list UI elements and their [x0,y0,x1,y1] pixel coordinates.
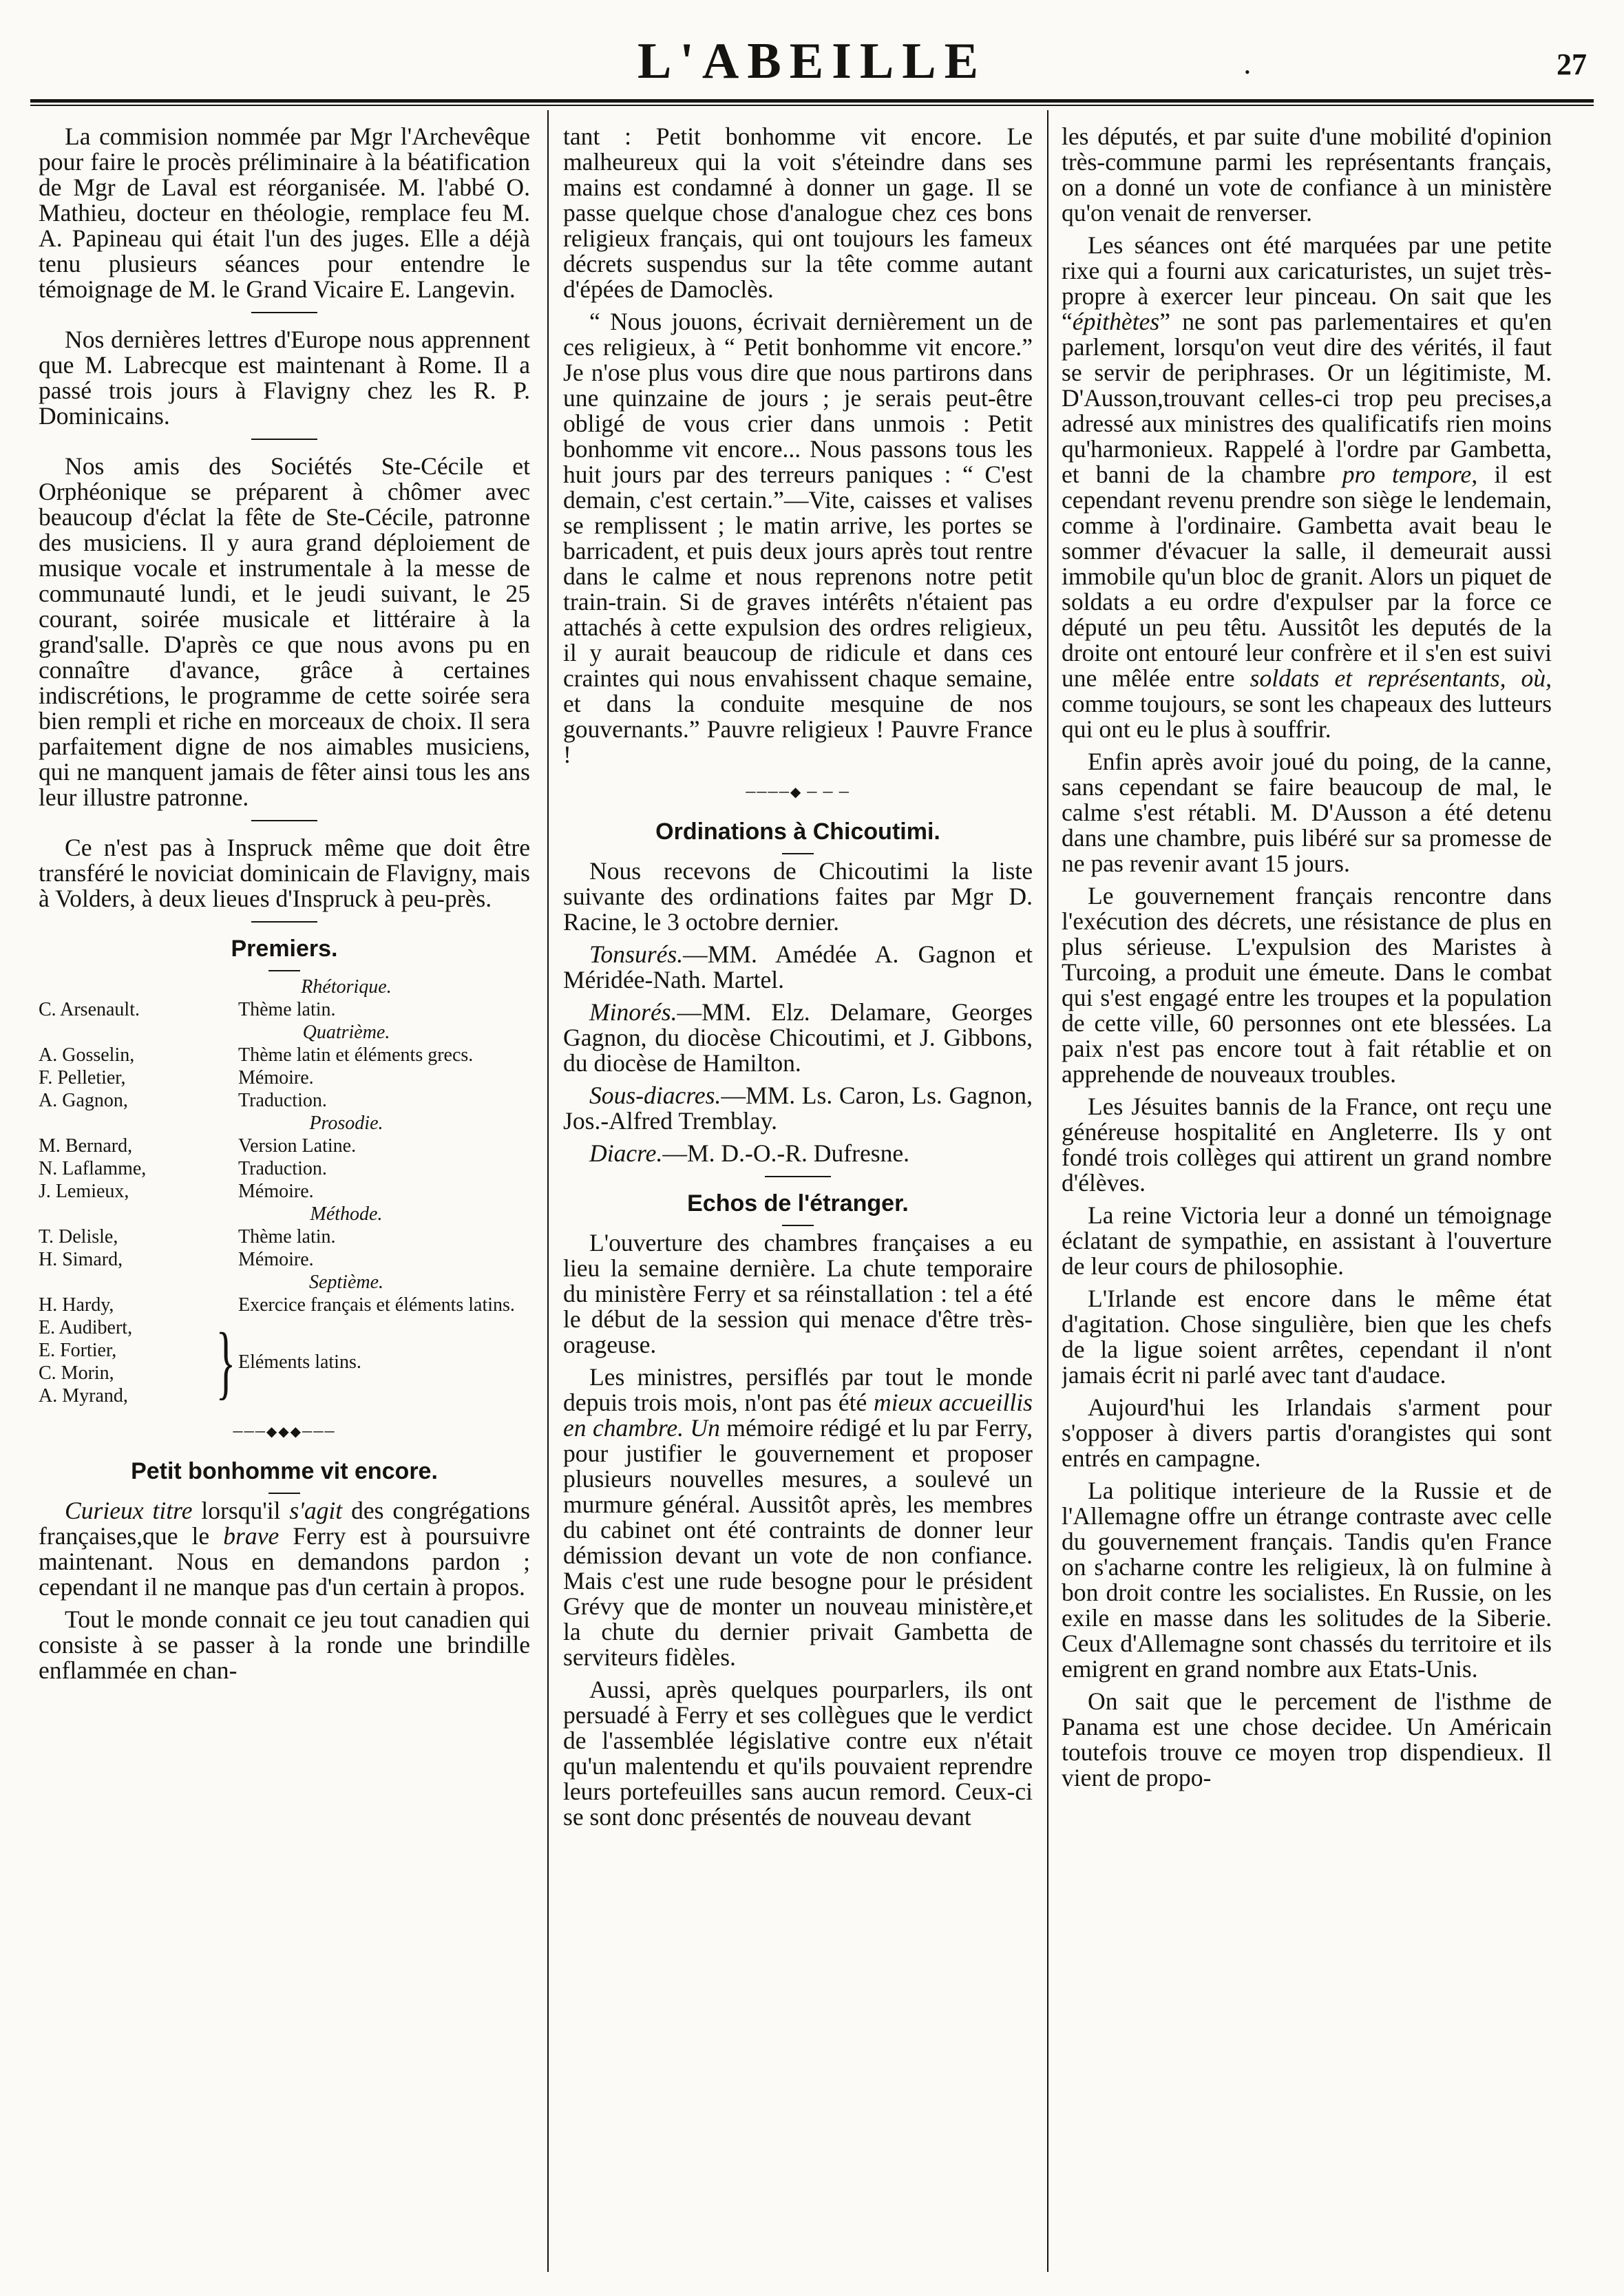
paragraph: L'Irlande est encore dans le même état d'agitation. Chose singulière, bien que les chefs de la ligue soient arrêtes, cependant il n'ont jamais écrit ni parlé avec tant d'audace. [1062,1285,1552,1389]
section-heading-echos: Echos de l'étranger. [687,1190,909,1217]
paragraph: Nos amis des Sociétés Ste-Cécile et Orphéonique se préparent à chômer avec beaucoup d'éclat la fête de Ste-Cécile, patronne des musiciens. Il y aura grand déploiement de musique vocale et instrumentale à la messe de communauté lundi, et le jeudi suivant, le 25 courant, soirée musicale et littéraire à la grand'salle. D'après ce que nous avons pu en connaître d'avance, grâce à certaines indiscrétions, le programme de cette soirée sera bien rempli et riche en morceaux de choix. Il sera parfaitement digne de nos aimables musiciens, qui ne manquent jamais de fêter ainsi tous les ans leur illustre patronne. [39,452,530,811]
paragraph: Aussi, après quelques pourparlers, ils ont persuadé à Ferry et ses collègues que le verdict de l'assemblée législative contre eux n'était qu'un malentendu et qu'ils pouvaient reprendre leurs portefeuilles sans aucun remord. Ceux-ci se sont donc présentés de nouveau devant [563,1676,1033,1831]
text: des congrégations françaises,que le [39,1497,530,1550]
ordination-label: Diacre. [589,1139,663,1167]
header-rule-thick [30,99,1594,103]
list-item [39,1180,530,1203]
ordination-names: —M. D.-O.-R. Dufresne. [662,1139,910,1167]
short-rule [782,1225,814,1226]
list-item [39,1248,530,1271]
text: mémoire rédigé et lu par Ferry, pour justifier le gouvernement et proposer plusieurs nouvelles mesures, a soulevé un murmure général. Aussitôt après, les membres du cabinet ont été contraints de donner leur démission devant un vote de non confiance. Mais c'est une rude besogne pour le président Grévy que de monter un nouveau ministère,et la chute du dernier privait Gambetta de serviteurs fidèles. [563,1414,1033,1671]
text: ” ne sont pas parlementaires et qu'en parlement, lorsqu'on veut dire des vérités, il faut se servir de periphrases. Or un légitimiste, M. D'Ausson,trouvant celles-ci trop peu precises,a adressé aux ministres des qualificatifs rien moins qu'harmonieux. Rappelé à l'ordre par Gambetta, et banni de la chambre [1062,308,1552,488]
ordination-names: —MM. Amédée A. Gagnon et Méridée-Nath. Martel. [563,940,1033,993]
subject: Traduction. [238,1158,327,1179]
italic-text: Curieux titre [65,1497,193,1524]
short-rule [782,853,814,854]
class-name: Méthode. [310,1203,383,1225]
list-item [39,998,530,1021]
paragraph: “ Nous jouons, écrivait dernièrement un de ces religieux, à “ Petit bonhomme vit encore.” Je n'ose plus vous dire que nous partirons dans une quinzaine de jours ; je serais peut-être obligé de vous crier dans unmois : Petit bonhomme vit encore... Nous passons tous les huit jours par des terreurs paniques : “ C'est demain, c'est certain.”—Vite, caisses et valises se remplissent ; le matin arrive, les portes se barricadent, et puis deux jours après tout rentre dans le calme et nous reprenons notre petit train-train. Si de graves intérêts n'étaient pas attachés à cette expulsion des ordres religieux, il y aurait beaucoup de ridicule et dans ces craintes qui nous envahissent chaque semaine, et dans la conduite mesquine de nos gouvernants.” Pauvre religieux ! Pauvre France ! [563,308,1033,768]
separator [251,312,317,313]
masthead-dot: • [1245,63,1250,81]
italic-text: mieux accueillis en chambre. Un [563,1389,1033,1442]
italic-text: s'agit [289,1497,343,1524]
subject: Thème latin et éléments grecs. [238,1044,474,1066]
text: Les ministres, persiflés par tout le monde depuis trois mois, n'ont pas été [563,1363,1033,1416]
paragraph: Le gouvernement français rencontre dans l'exécution des décrets, une résistance de plus en plus sérieuse. L'expulsion des Maristes à Turcoing, a produit une émeute. Dans le combat qui s'est engagé entre les troupes et la population de cette ville, 60 personnes ont ete blessées. La paix n'est pas encore tout à fait rétablie et on apprehende de nouveaux troubles. [1062,882,1552,1088]
section-heading-ordinations: Ordinations à Chicoutimi. [655,819,940,845]
paragraph: La politique interieure de la Russie et de l'Allemagne offre un étrange contraste avec celle du gouvernement français. Tandis qu'en France on s'acharne contre les religieux, là on fulmine à bon droit contre les socialistes. En Russie, on les exile en masse dans les solitudes de la Siberie. Ceux d'Allemagne sont chassés du territoire et ils emigrent en grand nombre aux Etats-Unis. [1062,1477,1552,1683]
paragraph: Ce n'est pas à Inspruck même que doit être transféré le noviciat dominicain de Flavigny, mais à Volders, à deux lieues d'Inspruck à peu-près. [39,834,530,912]
column-divider [1047,110,1048,2272]
paragraph: Les Jésuites bannis de la France, ont reçu une généreuse hospitalité en Angleterre. Ils y ont fondé trois collèges qui attirent un grand nombre d'élèves. [1062,1093,1552,1197]
paragraph: Nous recevons de Chicoutimi la liste suivante des ordinations faites par Mgr D. Racine, le 3 octobre dernier. [563,857,1033,936]
separator [251,439,317,440]
text: Ferry est à poursuivre maintenant. Nous en demandons pardon ; cependant il ne manque pas d'un certain à propos. [39,1522,530,1601]
paragraph: les députés, et par suite d'une mobilité d'opinion très-commune parmi les représentants français, on a donné un vote de confiance à un ministère qu'on venait de renverser. [1062,124,1552,227]
subject: Eléments latins. [238,1351,361,1373]
newspaper-title: L'ABEILLE [637,33,987,89]
ordination-label: Minorés. [589,998,677,1026]
ordination-names: —MM. Ls. Caron, Ls. Gagnon, Jos.-Alfred Tremblay. [563,1082,1033,1135]
student-name: E. Fortier, [39,1340,117,1361]
section-heading-premiers: Premiers. [231,936,338,962]
list-item [39,1225,530,1248]
premiers-list [39,976,530,1407]
masthead [0,0,1624,110]
student-name: C. Arsenault. [39,999,140,1020]
paragraph: La commision nommée par Mgr l'Archevêque pour faire le procès préliminaire à la béatification de Mgr de Laval est réorganisée. M. l'abbé O. Mathieu, docteur en théologie, remplace feu M. A. Papineau qui était l'un des juges. Elle a déjà tenu plusieurs séances pour entendre le témoignage de M. le Grand Vicaire E. Langevin. [39,124,530,303]
student-name: F. Pelletier, [39,1067,126,1088]
student-name: N. Laflamme, [39,1158,147,1179]
paragraph [1062,233,1552,742]
paragraph: L'ouverture des chambres françaises a eu lieu la semaine dernière. La chute temporaire du ministère Ferry et sa réinstallation : tel a été le début de la session qui menace d'être très-orageuse. [563,1229,1033,1358]
student-name: T. Delisle, [39,1226,118,1247]
subject: Mémoire. [238,1249,314,1270]
student-name: M. Bernard, [39,1135,133,1157]
student-name: A. Myrand, [39,1385,128,1407]
paragraph: Enfin après avoir joué du poing, de la canne, sans cependant se faire beaucoup de mal, le calme s'est rétabli. M. D'Ausson a été detenu dans une chambre, puis libéré sur sa promesse de ne pas revenir avant 15 jours. [1062,748,1552,877]
article-heading: Petit bonhomme vit encore. [131,1458,438,1484]
list-item [39,1135,530,1157]
subject: Version Latine. [238,1135,357,1157]
list-item [39,1157,530,1180]
class-name: Prosodie. [309,1113,383,1134]
list-item [39,1089,530,1112]
list-item [39,1066,530,1089]
subject: Traduction. [238,1090,327,1111]
class-name: Septième. [308,1272,384,1293]
student-name: J. Lemieux, [39,1181,129,1202]
italic-text: brave [223,1522,280,1550]
paragraph: tant : Petit bonhomme vit encore. Le malheureux qui la voit s'éteindre dans ses mains est condamné à donner un gage. Il se passe quelque chose d'analogue chez ces bons religieux français, qui ont toujours les fameux décrets suspendus sur la tête comme autant d'épées de Damoclès. [563,124,1033,303]
paragraph [563,1365,1033,1670]
ordination-names: —MM. Elz. Delamare, Georges Gagnon, du diocèse Chicoutimi, et J. Gibbons, du diocèse de Hamilton. [563,998,1033,1077]
student-name: H. Hardy, [39,1294,114,1316]
braced-names [39,1316,211,1407]
column-2 [563,124,1033,2286]
subject: Thème latin. [238,1226,336,1247]
paragraph [39,1498,530,1600]
short-rule [268,1493,300,1494]
separator [251,820,317,821]
paragraph: Nos dernières lettres d'Europe nous apprennent que M. Labrecque est maintenant à Rome. Il a passé trois jours à Flavigny chez les R. P. Dominicains. [39,326,530,430]
subject: Thème latin. [238,999,336,1020]
italic-text: soldats et représentants, où, [1249,664,1552,692]
paragraph: Tout le monde connait ce jeu tout canadien qui consiste à se passer à la ronde une brindille enflammée en chan- [39,1605,530,1684]
ornament-divider: ────◆ ─ ─ ─ [746,785,850,800]
student-name: E. Audibert, [39,1317,133,1338]
italic-text: épithètes [1072,308,1160,335]
paragraph: Aujourd'hui les Irlandais s'arment pour s'opposer à divers partis d'orangistes qui sont entrés en campagne. [1062,1393,1552,1472]
text: comme toujours, se sont les chapeaux des lutteurs qui ont eu le plus à souffrir. [1062,690,1552,743]
separator [765,1176,831,1177]
ordination-entry [563,1083,1033,1134]
text: , il est cependant revenu prendre son siège le lendemain, comme à l'ordinaire. Gambetta avait beau le sommer d'évacuer la salle, il demeurait aussi immobile qu'un bloc de granit. Alors un piquet de soldats a eu ordre d'expulser par la force ce député un peu têtu. Aussitôt les deputés de la droite ont entouré leur confrère et il s'en est suivi une mêlée entre [1062,461,1552,692]
separator [251,921,317,923]
column-3 [1062,124,1552,2286]
column-1 [39,124,530,2286]
ordination-label: Sous-diacres. [589,1082,721,1109]
ornament-divider: ───◆◆◆─── [233,1424,336,1440]
text: Les séances ont été marquées par une petite rixe qui a fourni aux caricaturistes, un sujet très-propre à exercer leur pinceau. On sait que les “ [1062,231,1552,335]
column-divider [547,110,549,2272]
subject: Mémoire. [238,1181,314,1202]
student-name: H. Simard, [39,1249,123,1270]
subject: Exercice français et éléments latins. [238,1294,515,1316]
student-name: A. Gagnon, [39,1090,128,1111]
ordination-entry [563,1141,1033,1166]
short-rule [268,970,300,971]
paragraph: La reine Victoria leur a donné un témoignage éclatant de sympathie, en assistant à l'ouverture de leur cours de philosophie. [1062,1201,1552,1280]
ordination-entry [563,942,1033,993]
text: lorsqu'il [192,1497,290,1524]
ordination-label: Tonsurés. [589,940,684,968]
braced-group [39,1316,530,1407]
paragraph: On sait que le percement de l'isthme de Panama est une chose decidee. Un Américain toutefois trouve ce moyen trop dispendieux. Il vient de propo- [1062,1687,1552,1791]
student-name: A. Gosselin, [39,1044,135,1066]
subject: Mémoire. [238,1067,314,1088]
student-name: C. Morin, [39,1362,114,1384]
header-rule-thin [30,105,1594,106]
class-name: Quatrième. [302,1022,390,1043]
list-item [39,1044,530,1066]
brace-icon: } [215,1316,236,1407]
list-item [39,1294,530,1316]
page-number: 27 [1557,48,1587,81]
class-name: Rhétorique. [301,976,392,998]
ordination-entry [563,1000,1033,1076]
italic-text: pro tempore [1342,461,1472,488]
